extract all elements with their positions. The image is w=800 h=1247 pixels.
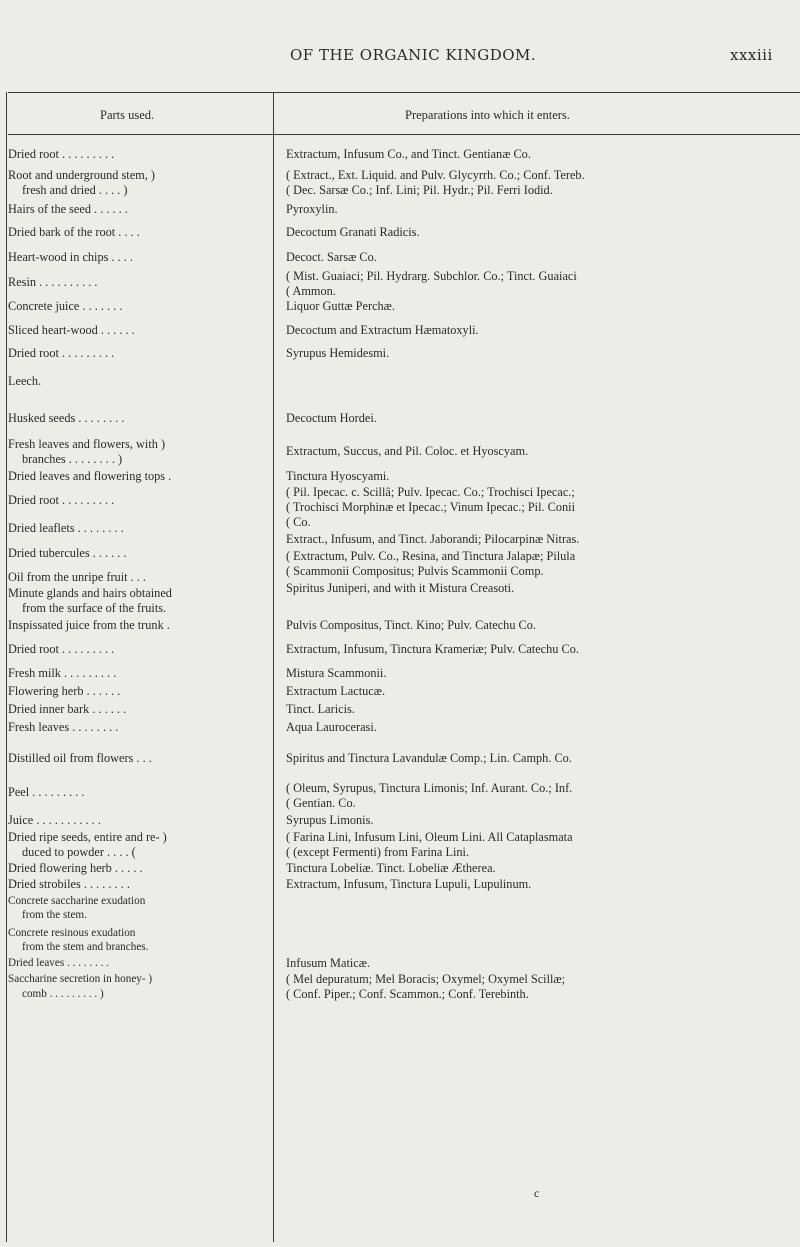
preparation-entry: ( Conf. Piper.; Conf. Scammon.; Conf. Terebinth. [286,987,529,1001]
part-entry: Concrete juice . . . . . . . [8,299,123,313]
preparation-entry: ( Gentian. Co. [286,796,356,810]
preparation-entry: Spiritus and Tinctura Lavandulæ Comp.; Lin. Camph. Co. [286,751,572,765]
part-entry: Resin . . . . . . . . . . [8,275,98,289]
part-entry: Hairs of the seed . . . . . . [8,202,128,216]
column-heading-parts: Parts used. [100,108,155,122]
preparation-entry: ( Mel depuratum; Mel Boracis; Oxymel; Oxymel Scillæ; [286,972,566,986]
column-divider [273,92,274,1242]
preparation-entry: Tinct. Laricis. [286,702,355,716]
preparation-entry: Aqua Laurocerasi. [286,720,377,734]
part-entry: Sliced heart-wood . . . . . . [8,323,135,337]
header-bottom-rule [8,134,800,135]
preparation-entry: Extractum, Infusum Co., and Tinct. Gentianæ Co. [286,147,531,161]
part-entry: Inspissated juice from the trunk . [8,618,170,632]
preparation-entry: Extractum, Infusum, Tinctura Krameriæ; Pulv. Catechu Co. [286,642,579,656]
part-entry: from the stem. [22,909,87,921]
part-entry: Peel . . . . . . . . . [8,785,85,799]
preparation-entry: Infusum Maticæ. [286,956,371,970]
preparation-entry: Mistura Scammonii. [286,666,387,680]
part-entry: Dried leaves . . . . . . . . [8,957,109,969]
preparation-entry: ( Extractum, Pulv. Co., Resina, and Tinctura Jalapæ; Pilula [286,549,576,563]
part-entry: Dried bark of the root . . . . [8,225,140,239]
part-entry: Dried root . . . . . . . . . [8,147,115,161]
preparation-entry: Extractum Lactucæ. [286,684,386,698]
part-entry: Juice . . . . . . . . . . . [8,813,101,827]
preparation-entry: ( (except Fermenti) from Farina Lini. [286,845,470,859]
part-entry: Dried leaflets . . . . . . . . [8,521,124,535]
preparation-entry: Syrupus Limonis. [286,813,374,827]
preparation-entry: ( Pil. Ipecac. c. Scillâ; Pulv. Ipecac. Co.; Trochisci Ipecac.; [286,485,575,499]
page-title: OF THE ORGANIC KINGDOM. [290,46,537,64]
preparation-entry: Liquor Guttæ Perchæ. [286,299,395,313]
preparation-entry: ( Oleum, Syrupus, Tinctura Limonis; Inf. Aurant. Co.; Inf. [286,781,573,795]
part-entry: comb . . . . . . . . . ) [22,988,104,1000]
preparation-entry: Extractum, Infusum, Tinctura Lupuli, Lupulinum. [286,877,532,891]
preparation-entry: ( Scammonii Compositus; Pulvis Scammonii Comp. [286,564,544,578]
part-entry: Dried strobiles . . . . . . . . [8,877,130,891]
part-entry: Minute glands and hairs obtained [8,586,172,600]
part-entry: Concrete resinous exudation [8,927,136,939]
preparation-entry: Extract., Infusum, and Tinct. Jaborandi; Pilocarpinæ Nitras. [286,532,580,546]
column-heading-preparations: Preparations into which it enters. [405,108,570,122]
part-entry: Concrete saccharine exudation [8,895,146,907]
part-entry: Distilled oil from flowers . . . [8,751,152,765]
preparation-entry: ( Trochisci Morphinæ et Ipecac.; Vinum Ipecac.; Pil. Conii [286,500,575,514]
preparation-entry: Decoct. Sarsæ Co. [286,250,377,264]
preparation-entry: Syrupus Hemidesmi. [286,346,390,360]
part-entry: duced to powder . . . . ( [22,845,136,859]
preparation-entry: Tinctura Hyoscyami. [286,469,390,483]
preparation-entry: ( Extract., Ext. Liquid. and Pulv. Glycyrrh. Co.; Conf. Tereb. [286,168,585,182]
table-top-rule [8,92,800,93]
left-edge-rule [6,92,7,1242]
preparation-entry: Pulvis Compositus, Tinct. Kino; Pulv. Catechu Co. [286,618,536,632]
part-entry: Husked seeds . . . . . . . . [8,411,125,425]
preparation-entry: ( Dec. Sarsæ Co.; Inf. Lini; Pil. Hydr.; Pil. Ferri Iodid. [286,183,553,197]
preparation-entry: Decoctum and Extractum Hæmatoxyli. [286,323,479,337]
part-entry: Flowering herb . . . . . . [8,684,121,698]
part-entry: Dried tubercules . . . . . . [8,546,127,560]
preparation-entry: ( Farina Lini, Infusum Lini, Oleum Lini. All Cataplasmata [286,830,573,844]
part-entry: Heart-wood in chips . . . . [8,250,133,264]
preparation-entry: Decoctum Granati Radicis. [286,225,420,239]
preparation-entry: ( Co. [286,515,311,529]
part-entry: Fresh leaves . . . . . . . . [8,720,119,734]
part-entry: Oil from the unripe fruit . . . [8,570,146,584]
part-entry: Dried leaves and flowering tops . [8,469,172,483]
preparation-entry: ( Mist. Guaiaci; Pil. Hydrarg. Subchlor. Co.; Tinct. Guaiaci [286,269,577,283]
part-entry: Dried root . . . . . . . . . [8,493,115,507]
signature-mark: c [534,1186,540,1200]
preparation-entry: Tinctura Lobeliæ. Tinct. Lobeliæ Ætherea. [286,861,496,875]
preparation-entry: Decoctum Hordei. [286,411,377,425]
part-entry: Dried root . . . . . . . . . [8,346,115,360]
part-entry: from the surface of the fruits. [22,601,167,615]
page-number: xxxiii [730,46,773,64]
preparation-entry: ( Ammon. [286,284,336,298]
part-entry: fresh and dried . . . . ) [22,183,128,197]
part-entry: Dried ripe seeds, entire and re- ) [8,830,167,844]
running-header [0,46,800,70]
part-entry: Dried flowering herb . . . . . [8,861,143,875]
part-entry: Saccharine secretion in honey- ) [8,973,153,985]
part-entry: Fresh milk . . . . . . . . . [8,666,117,680]
part-entry: Leech. [8,374,42,388]
preparation-entry: Spiritus Juniperi, and with it Mistura Creasoti. [286,581,515,595]
preparation-entry: Extractum, Succus, and Pil. Coloc. et Hyoscyam. [286,444,529,458]
part-entry: Dried root . . . . . . . . . [8,642,115,656]
part-entry: Fresh leaves and flowers, with ) [8,437,166,451]
preparation-entry: Pyroxylin. [286,202,338,216]
part-entry: Root and underground stem, ) [8,168,155,182]
part-entry: branches . . . . . . . . ) [22,452,123,466]
part-entry: from the stem and branches. [22,941,149,953]
part-entry: Dried inner bark . . . . . . [8,702,127,716]
